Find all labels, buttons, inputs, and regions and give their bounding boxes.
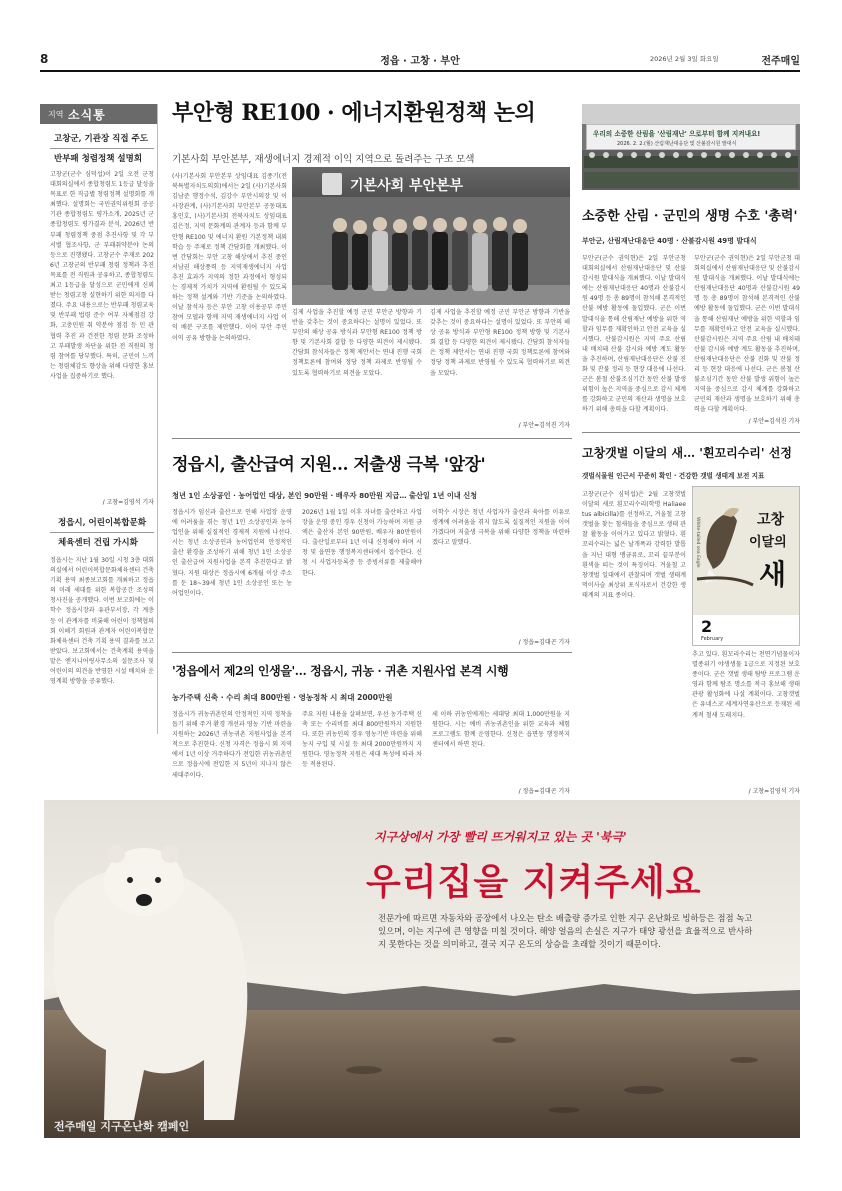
header-rule (40, 70, 800, 72)
return-body3: 세 이하 귀농인에게는 세대당 최대 1,000만원을 지원한다. 시는 예비 귀농귀촌인을 위한 교육과 체험 프로그램도 함께 운영한다. 신청은 읍면동 행정복지센터에서 하면 된다. (432, 711, 570, 749)
ad-footer: 전주매일 지구온난화 캠페인 (54, 1120, 190, 1133)
divider (582, 432, 800, 433)
sidebar-item1-body: 고창군(군수 심덕섭)이 2일 오전 군청 대회의실에서 종합청렴도 1등급 달성을 목표로 한 직급별 청렴정책 설명회를 개최했다. 설명회는 국민권익위원회 공공기관 종합청렴도 평가소개, 2025년 군 종합청렴도 평가결과 분석, 2026년 반부패 청렴정책 중점 추진사항 및 각 부서별 협조사항, 군 부패취약분야 논의 등으로 진행됐다. 고창군수 주재로 2026년 고창군의 반부패 청렴 정책과 추진 목표를 전 직원과 공유하고, 종합청렴도 최고 1등급을 달성으로 군민에게 신뢰받는 청렴고창 실현하기 위한 의지를 다졌다. 주요 내용으로는 반부패 청렴교육 및 반부패 법령 준수 여부 자체점검 강화, 고충민원 취 약분야 점검 등 민 관 협력 추진 과 건전한 청렴 문화 조성하고 부패발생 차단을 위한 전 직원의 청렴 참여를 당부했다. 특히, 군민이 느끼는 청렴체감도 향상을 위해 다양한 홍보 사업을 집중하기로 했다. (50, 171, 154, 380)
divider (172, 438, 572, 439)
sidebar-label-big: 소식통 (68, 108, 106, 122)
divider (50, 148, 154, 149)
fire-photo-ceiling (582, 104, 800, 124)
poster-title-2: 이달의 (749, 535, 787, 550)
birth-byline: / 정읍=김대곤 기자 (518, 639, 570, 646)
fire-photo (582, 104, 800, 190)
page-number: 8 (40, 52, 49, 66)
sidebar-item1-subtitle: 반부패 청렴정책 설명회 (54, 154, 143, 164)
fire-photo-banner (586, 124, 796, 150)
crowd-heads (589, 152, 791, 158)
photo-banner-text: 기본사회 부안본부 (350, 178, 464, 194)
buan-byline: / 부안=김석진 기자 (518, 422, 570, 429)
fire-subhead: 부안군, 산림재난대응단 40명 · 산불감시원 49명 발대식 (582, 237, 757, 245)
poster-title-1: 고창 (757, 512, 785, 528)
buan-body-right2: 김제 사업을 추진할 예정 군민 부안군 방향과 기반을 갖추는 것이 중요하다는 설명이 있었다. 또 부안의 해상 공유 방식과 부안형 RE100 정책 방향 및 기본사회 결합 등 다양한 의견이 제시됐다. 간담회 참석자들은 정책 제안서는 연내 진행 국회 정책토론에 참여와 정당 정책 과제로 반영될 수 있도록 협력하기로 의견을 모았다. (430, 309, 570, 377)
birth-body3: 이학수 시장은 청년 사업자가 출산과 육아를 이유로 생계에 어려움을 겪지 않도록 실질적인 지원을 이어가겠다며 저출생 극복을 위해 다양한 정책을 마련하겠다고 말했다. (432, 509, 570, 547)
return-body1: 정읍시가 귀농귀촌인의 안정적인 지역 정착을 돕기 위해 주거 환경 개선과 영농 기반 마련을 지원하는 2026년 귀농귀촌 지원사업을 본격적으로 추진한다. 신청 자격은 정읍시 외 지역에서 1년 이상 거주하다가 전입한 귀농귀촌인으로 정읍시에 전입한 지 5년이 지나지 않은 세대주이다. (172, 711, 292, 779)
page-header (40, 50, 800, 70)
sidebar-right-border (157, 104, 158, 734)
fire-banner-text: 우리의 소중한 산림을 '산림재난' 으로부터 함께 지켜내요! (593, 130, 761, 138)
bird-body-left: 고창군(군수 심덕섭)은 2월 고창갯벌 이달의 새로 흰꼬리수리(학명 Haliaeetus albicilla)를 선정하고, 겨울철 고창갯벌을 찾는 철새들을 중심으로 생태 관찰 활동을 이어가고 있다고 밝혔다. 흰꼬리수리는 넓은 날개폭과 강력한 발톱을 지닌 대형 맹금류로, 꼬리 끝부분이 흰색을 띠는 것이 특징이다. 겨울철 고창갯벌 일대에서 관찰되며 갯벌 생태계 먹이사슬 최상위 포식자로서 건강한 생태계의 지표 종이다. (582, 491, 686, 599)
return-subhead: 농가주택 신축 · 수리 최대 800만원 · 영농정착 시 최대 2000만원 (172, 693, 393, 702)
buan-group-photo (292, 167, 570, 305)
fire-byline: / 부안=김석진 기자 (748, 418, 800, 425)
bird-headline: 고창갯벌 이달의 새… '흰꼬리수리' 선정 (582, 446, 792, 460)
buan-subhead: 기본사회 부안본부, 재생에너지 경제적 이익 지역으로 돌려주는 구조 모색 (172, 154, 475, 165)
fire-banner-subtext: 2026. 2. 2.(월) 산림재난대응단 및 산불감시원 발대식 (617, 141, 737, 147)
buan-body-left: (사)기본사회 부안본부 상임대표 김종기(전북특별자치도의회)에서는 2일 (사)기본사회 김남준 행정수석, 김강수 부안시의장 및 이사장관계, (사)기본사회 부안본부 공동대표 홍인호, (사)기본사회 전북자치도 상임대표 김은정, 지역 문화계의 관계자 등과 함께 부안형 RE100 및 에너지 환원 기본정책 내외학습 등 주제로 정책 간담회를 개최했다. 이번 간담회는 부안 고창 해상에서 추진 중인 서남권 해상풍력 등 지역재생에너지 사업 추진 효과가 지역의 정한 과정에서 형성되는 경제적 가치가 지역에 환원될 수 있도록 하는 정책 설계와 기반 기준을 논의하였다. 이날 참석자 등은 부안 고창 이용공부 주민참여 모델과 함께 지역 재생에너지 사업 이익 배분 구조를 제안했다. 이어 부안 주민 이익 공유 방향을 논의하였다. (172, 173, 287, 342)
climate-ad (44, 800, 800, 1138)
fire-body-right: 부안군(군수 권익현)은 2일 부안군청 대회의실에서 산림재난대응단 및 산불감시원 발대식을 개최했다. 이날 발대식에는 산림재난대응단 40명과 산불감시원 49명 등 총 89명이 참석해 본격적인 산불 예방 활동에 돌입했다. 군은 이번 발대식을 통해 산림재난 예방을 위한 역할과 임무를 재확인하고 안전 교육을 실시했다. 산불감시원은 지역 주요 산림 내 배치돼 산불 감시와 예방 계도 활동을 추진하며, 산림재난대응단은 산불 진화 및 잔불 정리 등 현장 대응에 나선다. 군은 봄철 산불조심기간 동안 산불 발생 위험이 높은 지역을 중심으로 감시 체계를 강화하고 군민의 재산과 생명을 보호하기 위해 총력을 다할 계획이다. (694, 255, 800, 414)
poster-title-3: 새 (759, 558, 787, 591)
bear-eye-left (127, 877, 133, 883)
fire-headline: 소중한 산림 · 군민의 생명 수호 '총력' (582, 209, 798, 224)
sidebar-item2-body: 정읍시는 지난 1월 30일 시청 3층 대회의실에서 어린이복합문화체육센터 건축기획 용역 최종보고회를 개최하고 정읍의 미래 세대를 위한 복합공간 조성의 청사진을 공개했다. 이번 보고회에는 이학수 정읍시장과 유관부서장, 각 계층 등 이 관계자를 비롯해 어린이 정책협의회 이해기 회원과 관계자 어린이복합문화체육센터 건축 기획 용역 결과를 보고받았다. 보고회에서는 건축계획 용역을 맡은 엔지니어링사무소의 설문조사 및 어린이의 의견을 반영한 시설 배치와 운영계획 방향을 공유했다. (50, 557, 154, 686)
ad-headline-big: 우리집을 지켜주세요 (366, 862, 702, 903)
bear-ear-left (107, 845, 125, 863)
return-headline: '정읍에서 제2의 인생을'… 정읍시, 귀농 · 귀촌 지원사업 본격 시행 (172, 664, 509, 678)
birth-body1: 정읍시가 임신과 출산으로 인해 사업장 운영에 어려움을 겪는 청년 1인 소상공인과 농어업인을 위해 실질적인 경제적 지원에 나선다. 시는 청년 소상공인과 농어업인의 안정적인 출산 환경을 조성하기 위해 청년 1인 소상공인 출산급여 지원사업을 본격 추진한다고 밝혔다. 지원 대상은 정읍시에 6개월 이상 주소를 둔 18~39세 청년 1인 소상공인 또는 농어업인이다. (172, 509, 292, 597)
sidebar-item1-title: 고창군, 기관장 직접 주도 (54, 134, 148, 144)
masthead: 전주매일 (761, 56, 800, 67)
ad-headline-small: 지구상에서 가장 빨리 뜨거워지고 있는 곳 '북극' (374, 830, 627, 844)
birth-body2: 2026년 1월 1일 이후 자녀를 출산하고 사업장을 운영 중인 경우 신청이 가능하며 지원 금액은 출산자 본인 90만원, 배우자 80만원이다. 출산일로부터 1년 이내 신청해야 하며 시청 및 읍면동 행정복지센터에서 접수한다. 신청 시 사업자등록증 등 증빙서류를 제출해야 한다. (302, 509, 422, 577)
ad-body: 전문가에 따르면 자동차와 공장에서 나오는 탄소 배출량 증가로 인한 지구 온난화로 빙하등은 점점 녹고 있으며, 이는 지구에 큰 영향을 미칠 것이다. 해양 얼음의 손실은 지구가 태양 광선을 효율적으로 반사하지 못한다는 것을 의미하고, 결국 지구 온도의 상승을 초래할 것이기 때문이다. (378, 913, 753, 949)
bear-nose (136, 894, 152, 906)
section-name: 정읍 · 고창 · 부안 (380, 56, 460, 67)
sidebar-banner (40, 104, 157, 124)
birth-headline: 정읍시, 출산급여 지원… 저출생 극복 '앞장' (172, 455, 486, 475)
poster-month: 2 (701, 617, 713, 636)
ad-background (44, 800, 800, 1138)
divider (172, 652, 572, 653)
buan-body-right1: 김제 사업을 추진할 예정 군민 부안군 방향과 기반을 갖추는 것이 중요하다는 설명이 있었다. 또 부안의 해상 공유 방식과 부안형 RE100 정책 방향 및 기본사회 결합 등 다양한 의견이 제시됐다. 간담회 참석자들은 정책 제안서는 연내 진행 국회 정책토론에 참여와 정당 정책 과제로 반영될 수 있도록 협력하기로 의견을 모았다. (292, 309, 422, 377)
photo-logo (322, 173, 342, 195)
divider (50, 532, 154, 533)
birth-subhead: 청년 1인 소상공인 · 농어업인 대상, 본인 90만원 · 배우자 80만원 지급… 출산일 1년 이내 신청 (172, 491, 478, 500)
bird-body-right: 추고 있다. 흰꼬리수리는 천연기념물이자 멸종위기 야생생물 1급으로 지정된 보호종이다. 군은 갯벌 생태 탐방 프로그램 운영과 함께 탐조 명소를 적극 홍보해 생태관광 활성화에 나설 계획이다. 고창갯벌은 유네스코 세계자연유산으로 등재된 세계적 철새 도래지다. (692, 651, 800, 719)
fire-body-left: 부안군(군수 권익현)은 2일 부안군청 대회의실에서 산림재난대응단 및 산불감시원 발대식을 개최했다. 이날 발대식에는 산림재난대응단 40명과 산불감시원 49명 등 총 89명이 참석해 본격적인 산불 예방 활동에 돌입했다. 군은 이번 발대식을 통해 산림재난 예방을 위한 역할과 임무를 재확인하고 안전 교육을 실시했다. 산불감시원은 지역 주요 산림 내 배치돼 산불 감시와 예방 계도 활동을 추진하며, 산림재난대응단은 산불 진화 및 잔불 정리 등 현장 대응에 나선다. 군은 봄철 산불조심기간 동안 산불 발생 위험이 높은 지역을 중심으로 감시 체계를 강화하고 군민의 재산과 생명을 보호하기 위해 총력을 다할 계획이다. (582, 255, 686, 414)
sidebar-item1-byline: / 고창=김영석 기자 (102, 499, 154, 506)
bear-ear-right (161, 845, 179, 863)
bird-subhead: 갯벌식물원 인근서 꾸준히 확인 · 건강한 갯벌 생태계 보전 지표 (582, 472, 765, 480)
return-body2: 주요 지원 내용을 살펴보면, 우선 농가주택 신축 또는 수리비를 최대 800만원까지 지원한다. 또한 귀농인의 경우 영농기반 마련을 위해 농지 구입 및 시설 등 최대 2000만원까지 지원한다. 영농정착 지원은 세대 특성에 따라 차등 적용된다. (302, 711, 422, 769)
poster-month-word: February (701, 636, 724, 642)
sidebar-label-small: 지역 (48, 110, 64, 119)
sidebar-item2-title: 정읍시, 어린이복합문화 (58, 518, 147, 528)
fire-crowd (582, 150, 800, 190)
poster-side-text: White-tailed sea Eagle (695, 517, 700, 568)
bird-poster (692, 486, 800, 646)
sidebar-item2-subtitle: 체육센터 건립 가시화 (58, 538, 138, 548)
crowd-rows (584, 156, 798, 188)
sidebar (40, 104, 160, 734)
issue-date: 2026년 2월 3일 화요일 (650, 55, 719, 63)
return-byline: / 정읍=김대곤 기자 (518, 788, 570, 795)
bird-byline: / 고창=김영석 기자 (748, 788, 800, 795)
group-people (292, 197, 570, 305)
bear-eye-right (155, 877, 161, 883)
buan-headline: 부안형 RE100 · 에너지환원정책 논의 (172, 100, 536, 126)
